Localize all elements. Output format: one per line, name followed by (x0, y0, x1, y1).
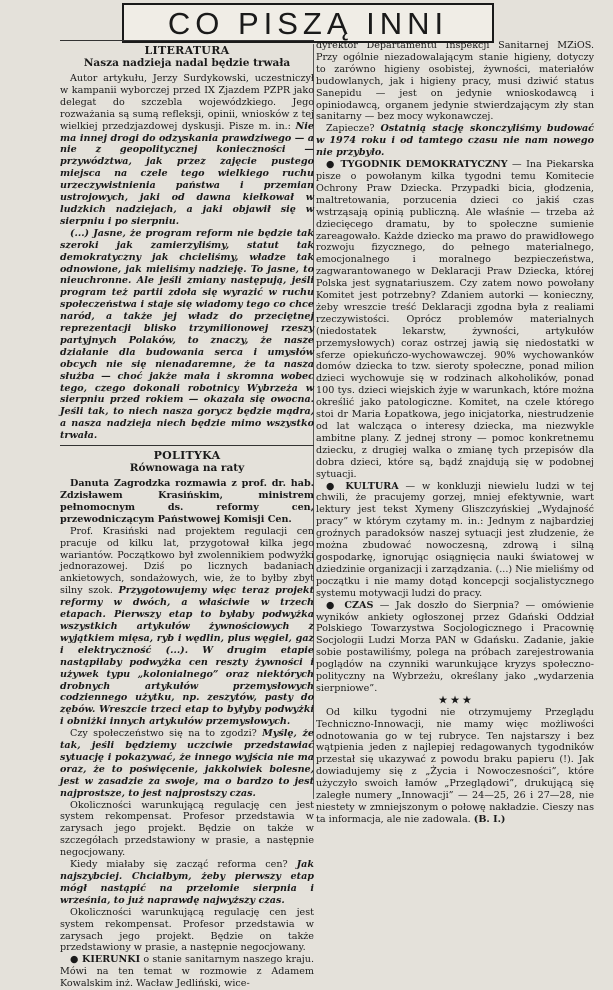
kierunki-paragraph (60, 954, 314, 990)
section-rule (60, 445, 314, 446)
text-run: — w konkluzji niewielu ludzi w tej chwili, że pracujemy gorzej, mniej efektywnie, wart lektury jest tekst Xymeny Gliszczyńskiej „Wydajność pracy” w którym czytamy m. in.: Jednym z najbardziej groźnych paradoksów naszej sytuacji jest złudzenie, że można zbudować nowoczesną, zdrową i silną gospodarkę, ignorując osiągnięcia nauki światowej w dziedzinie organizacji i zarządzania. (...) Nie mieliśmy od początku i nie mamy dotąd koncepcji socjalistycznego systemu motywacji ludzi do pracy. (316, 480, 594, 599)
kierunki-label: ● KIERUNKI (70, 954, 141, 966)
quote-run: Ostatnią stację skonczyliśmy budować w 1974 roku i od tamtego czasu nie nam nowego nie przybyło. (316, 123, 594, 159)
quote-run: Myślę, że tak, jeśli będziemy uczciwie przedstawiać sytuację i pokazywać, że innego wyjścia nie ma oraz, że to poświęcenie, jakkolwiek bolesne, jest w zasadzie za swoje, ma o bardzo to jest najprostsze, to jest najprostszy czas. (60, 728, 314, 799)
text-run: o stanie sanitarnym naszego kraju. Mówi na ten temat w rozmowie z Adamem Kowalskim inż. Wacław Jedliński, wice- (60, 954, 314, 990)
sanepid-paragraph-1: dyrektor Departamentu Inspekcji Sanitarnej MZiOS. Przy ogólnie niezadowalającym stanie higieny, dotyczy to zarówno higieny osobistej, żywności, materiałów budowlanych, jak i higieny pracy, musi dziwić status Sanepidu — jest on jedynie wnioskodawcą i opiniodawcą, organem jedynie stwierdzającym zły stan sanitarny — bez mocy wykonawczej. (316, 40, 594, 123)
polityka-paragraph-2 (60, 526, 314, 728)
right-column (316, 40, 594, 826)
literatura-paragraph-1 (60, 73, 314, 228)
polityka-paragraph-5 (60, 859, 314, 907)
text-run: — Ina Piekarska pisze o powołanym kilka tygodni temu Komitecie Ochrony Praw Dziecka. Przypadki bicia, głodzenia, maltretowania, porzucenia dzieci co jakiś czas wstrząsają opinią publiczną. Ale właśnie — trzeba aż dziecięcego dramatu, by to społeczne sumienie zareagowało. Każde dziecko ma prawo do prawidłowego rozwoju fizycznego, do pełnego materialnego, emocjonalnego i moralnego bezpieczeństwa, zagwarantowanego w Deklaracji Praw Dziecka, której Polska jest sygnatariuszem. Czy zatem nowo powołany Komitet jest potrzebny? Zdaniem autorki — konieczny, żeby wreszcie treść Deklaracji zgodna była z realiami rzeczywistości. Oprócz problemów materialnych (niedostatek lekarstw, żywności, artykułów przemysłowych) coraz ostrzej jawią się niedostatki w sferze opiekuńczo-wychowawczej. 90% wychowanków domów dziecka to tzw. sieroty społeczne, ponad milion dzieci wychowuje się w rodzinach alkoholików, ponad 100 tys. dzieci wiejskich żyje w warunkach, które można określić jako patologiczne. Komitet, na czele którego stoi dr Maria Łopatkowa, jego inicjatorka, niestrudzenie od lat walcząca o interesy dziecka, ma niezwykle ambitne plany. Z jednej strony — pomoc konkretnemu dziecku, z drugiej walka o zmianę tych przepisów dla dobra dzieci, które są, bądź znajdują się w podobnej sytuacji. (316, 159, 594, 480)
quote-run: Jak najszybciej. Chciałbym, żeby pierwszy etap mógł nastąpić na przełomie sierpnia i września, to już naprawdę najwyższy czas. (60, 859, 314, 906)
text-run: Kiedy miałaby się zacząć reforma cen? (70, 859, 297, 871)
tygodnik-paragraph (316, 159, 594, 480)
text-run: Czy społeczeństwo się na to zgodzi? (70, 728, 263, 740)
headline-literatura: Nasza nadzieja nadal będzie trwała (83, 57, 291, 69)
sanepid-paragraph-2 (316, 123, 594, 159)
polityka-paragraph-6: Okoliczności warunkującą regulację cen jest system rekompensat. Profesor przedstawia w zarysach jego projekt. Będzie on także przedstawiony w prasie, a następnie negocjowany. (60, 906, 314, 954)
czas-paragraph (316, 600, 594, 695)
tygodnik-label: ● TYGODNIK DEMOKRATYCZNY (326, 159, 508, 171)
quote-run: Przygotowujemy więc teraz projekt reformy w dwóch, a właściwie w trzech etapach. Pierwszy etap to byłaby podwyżka wszystkich artykułów żywnościowych z wyjątkiem mięsa, ryb i wędlin, plus węgiel, gaz i elektryczność (...). W drugim etapie nastąpiłaby podwyżka cen reszty żywności i używek typu „kolonialnego” oraz niektórych drobnych artykułów przemysłowych codziennego użytku, np. zeszytów, pasty do zębów. Wreszcie trzeci etap to byłyby podwyżki i obniżki innych artykułów przemysłowych. (60, 585, 315, 728)
left-column (60, 40, 314, 990)
quote-run: Nie ma innej drogi do odzyskania prawdziwego — a nie z geopolitycznej konieczności — przywództwa, jak przez zajęcie pustego miejsca na czele tego wielkiego ruchu urzeczywistnienia państwa i przemian ustrojowych, jaki od dawna kiełkował w ludzkich nadziejach, a jaki objawił się w sierpniu i po sierpniu. (60, 120, 314, 227)
polityka-paragraph-4: Okoliczności warunkującą regulację cen jest system rekompensat. Profesor przedstawia w zarysach jego projekt. Będzie on także w szczegółach przedstawiony w prasie, a następnie negocjowany. (60, 799, 314, 859)
czas-label: ● CZAS (326, 599, 374, 611)
text-run: Zapiecze? (326, 123, 381, 135)
section-literatura: LITERATURA (144, 44, 230, 57)
headline-polityka: Równowaga na raty (129, 462, 245, 475)
separator-stars: ★ ★ ★ (438, 694, 472, 706)
polityka-paragraph-1: Danuta Zagrodzka rozmawia z prof. dr. hab. Zdzisławem Krasińskim, ministrem pełnomocnym ds. reformy cen, przewodniczącym Państwowej Komisji Cen. (60, 478, 314, 525)
literatura-paragraph-2: (...) Jasne, że program reform nie będzie tak szeroki jak zamierzyliśmy, statut tak demokratyczny jak chcieliśmy, władze tak odnowione, jak mieliśmy nadzieję. To jasne, to nieuchronne. Ale jeśli zmiany następują, jeśli program też partii zdoła się wyrazić w ruchu społeczeństwa i staje się wiadomy tego co chce naród, a także jej władz do przeciętnej reprezentacji blisko trzymilionowej rzeszy partyjnych Polaków, to znaczy, że nasze działanie dla budowania serca i umysłów obcych nie się nienadaremne, że ta nasza służba — choć jakże mała i skromna wobec tego, czego dokonali robotnicy Wybrzeża w sierpniu przed rokiem — okazała się owocna. Jeśli tak, to niech nasza gorycz będzie mądra, a nasza nadzieja niech będzie mimo wszystko trwała. (60, 227, 314, 442)
text-run: Od kilku tygodni nie otrzymujemy Przeglądu Techniczno-Innowacji, nie mamy więc możliwości odnotowania go w tej rubryce. Ten najstarszy i bez wątpienia jeden z najlepiej redagowanych tygodników przestał się ukazywać z powodu braku papieru (!). Jak dowiadujemy się z „Życia i Nowoczesności”, które użyczyło swoich łamów „Przeglądowi”, drukującą się zaległe numery „Innowacji” — 24—25, 26 i 27—28, nie niestety w zmniejszonym o połowę nakładzie. Cieszy nas ta informacja, ale nie zadowala. (316, 706, 594, 825)
signature: (B. I.) (473, 813, 506, 825)
polityka-paragraph-3 (60, 728, 314, 799)
text-run: Autor artykułu, Jerzy Surdykowski, uczestniczył w kampanii wyborczej przed IX Zjazdem PZPR jako delegat do szczebla wojewódzkiego. Jego rozważania są sumą refleksji, opinii, wniosków z tej wielkiej przedzjazdowej dyskusji. Pisze m. in.: (60, 73, 314, 132)
masthead-title: CO PISZĄ INNI (167, 5, 449, 41)
section-rule (60, 40, 314, 41)
section-polityka: POLITYKA (153, 449, 221, 463)
kultura-label: ● KULTURA (326, 480, 399, 492)
kultura-paragraph (316, 481, 594, 600)
closing-paragraph (316, 707, 594, 826)
text-run: — Jak doszło do Sierpnia? — omówienie wyników ankiety ogłoszonej przez Gdański Oddział Polskiego Towarzystwa Socjologicznego i Pracownię Socjologii Ludzi Morza PAN w Gdańsku. Zadanie, jakie sobie postawiliśmy, polega na próbach zarejestrowania poglądów na czynniki warunkujące kryzys społeczno-polityczny na Wybrzeżu, określany jako „wydarzenia sierpniowe”. (316, 599, 594, 694)
masthead (122, 3, 494, 43)
text-run: Prof. Krasiński nad projektem regulacji cen pracuje od kilku lat, przygotował kilka jego wariantów. Początkowo był zwolennikiem podwyżki jednorazowej. Dziś po licznych badaniach ankietowych, sondażowych, wie, że to byłby zbyt silny szok. (60, 525, 314, 597)
